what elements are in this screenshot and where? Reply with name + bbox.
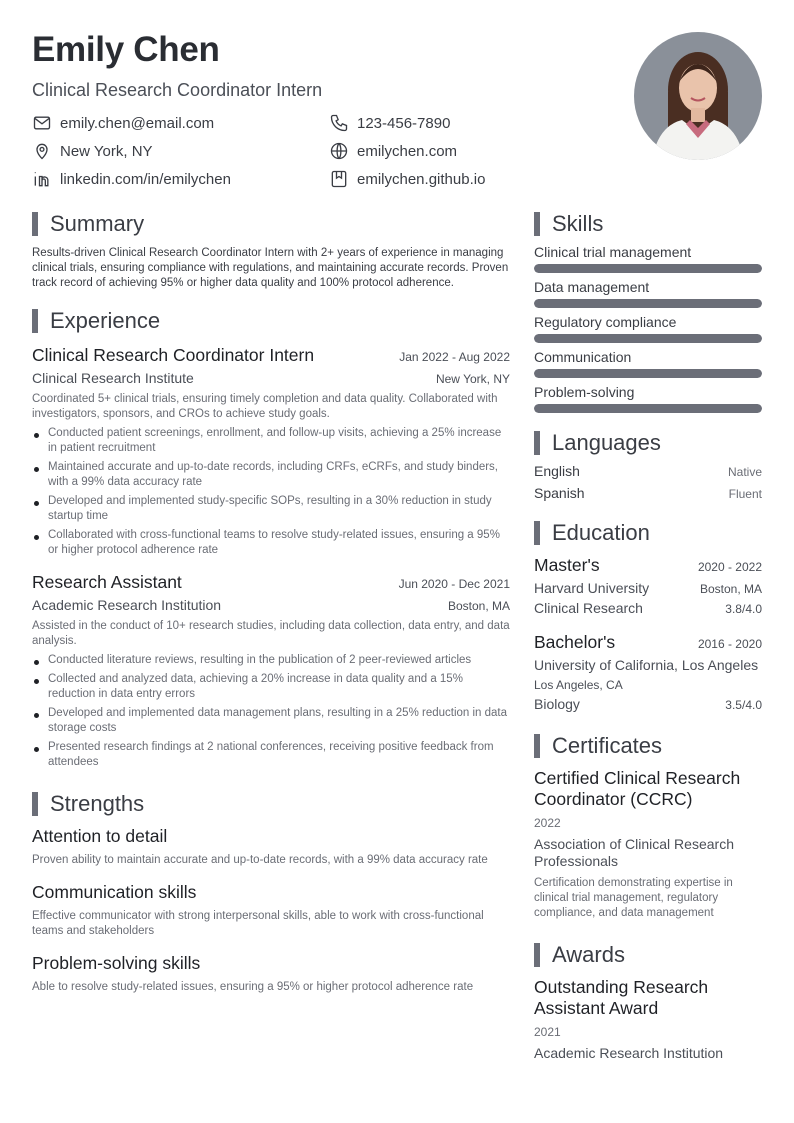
resume-title: Clinical Research Coordinator Intern: [32, 80, 323, 100]
job-bullets: [32, 426, 510, 558]
email-text: emily.chen@email.com: [60, 114, 215, 132]
job-bullets: [32, 653, 510, 770]
strength-description: Able to resolve study-related issues, ensuring a 95% or higher protocol adherence rate: [32, 981, 474, 993]
linkedin-text: linkedin.com/in/emilychen: [60, 170, 231, 188]
strength-item: [32, 953, 510, 995]
bookmark-icon: [329, 169, 349, 189]
contact-phone[interactable]: [329, 112, 450, 134]
location-text: New York, NY: [60, 142, 153, 160]
education-item: [534, 555, 762, 616]
strength-description: Effective communicator with strong interpersonal skills, able to work with cross-functional teams and stakeholders: [32, 910, 484, 937]
education-years: 2020 - 2022: [697, 560, 762, 574]
skill-label: Regulatory compliance: [534, 314, 677, 330]
skills-heading: Skills: [534, 210, 762, 238]
globe-icon: [329, 141, 349, 161]
linkedin-icon: [32, 169, 52, 189]
skill-item: [534, 279, 762, 308]
education-school: Harvard University: [534, 580, 650, 596]
strength-item: [32, 882, 510, 939]
education-school: University of California, Los Angeles: [534, 657, 759, 673]
list-item: Collaborated with cross-functional teams to resolve study-related issues, ensuring a 95% or higher protocol adherence rate: [32, 528, 510, 558]
strength-title: Problem-solving skills: [32, 953, 201, 973]
list-item: Developed and implemented study-specific SOPs, resulting in a 30% reduction in study startup time: [32, 494, 510, 524]
languages-list: [534, 463, 762, 501]
skill-item: [534, 384, 762, 413]
strength-description: Proven ability to maintain accurate and up-to-date records, with a 99% data accuracy rate: [32, 854, 488, 866]
map-pin-icon: [32, 141, 52, 161]
education-gpa: 3.8/4.0: [725, 602, 762, 616]
strength-title: Attention to detail: [32, 826, 168, 846]
award-year: 2021: [534, 1025, 561, 1039]
experience-item: [32, 572, 510, 770]
languages-heading: Languages: [534, 429, 762, 457]
github-text: emilychen.github.io: [357, 170, 486, 188]
skill-bar: [534, 334, 762, 343]
contact-email[interactable]: [32, 112, 214, 134]
skill-bar: [534, 404, 762, 413]
list-item: Conducted literature reviews, resulting in the publication of 2 peer-reviewed articles: [32, 653, 510, 668]
skill-item: [534, 314, 762, 343]
strength-item: [32, 826, 510, 868]
job-description: Assisted in the conduct of 10+ research studies, including data collection, data entry, and data analysis.: [32, 620, 510, 647]
company-name: Academic Research Institution: [32, 597, 222, 613]
experience-heading: Experience: [32, 307, 510, 335]
language-level: Native: [727, 465, 762, 479]
skill-label: Problem-solving: [534, 384, 635, 400]
strength-title: Communication skills: [32, 882, 197, 902]
job-dates: Jan 2022 - Aug 2022: [399, 350, 510, 364]
profile-photo: [634, 32, 762, 160]
website-text: emilychen.com: [357, 142, 458, 160]
skill-bar: [534, 299, 762, 308]
education-degree: Bachelor's: [534, 632, 616, 652]
contact-location: [32, 140, 153, 162]
summary-heading: Summary: [32, 210, 510, 238]
skill-item: [534, 244, 762, 273]
language-item: [534, 485, 762, 501]
skill-label: Clinical trial management: [534, 244, 692, 260]
skill-bar: [534, 264, 762, 273]
certificate-title: Certified Clinical Research Coordinator (CCRC): [534, 768, 741, 809]
list-item: Maintained accurate and up-to-date records, including CRFs, eCRFs, and study binders, with a 99% data accuracy rate: [32, 460, 510, 490]
certificate-org: Association of Clinical Research Professionals: [534, 836, 734, 869]
education-years: 2016 - 2020: [697, 637, 762, 651]
education-field: Clinical Research: [534, 600, 643, 616]
certificate-year: 2022: [534, 816, 561, 830]
experience-item: [32, 345, 510, 558]
job-dates: Jun 2020 - Dec 2021: [398, 577, 510, 591]
job-location: Boston, MA: [447, 599, 510, 613]
list-item: Presented research findings at 2 national conferences, receiving positive feedback from attendees: [32, 740, 510, 770]
contact-github[interactable]: [329, 168, 485, 190]
skill-label: Data management: [534, 279, 650, 295]
resume-name: Emily Chen: [32, 30, 220, 69]
education-location: Los Angeles, CA: [534, 678, 623, 692]
phone-text: 123-456-7890: [357, 114, 451, 132]
skill-bar: [534, 369, 762, 378]
language-item: [534, 463, 762, 479]
contact-linkedin[interactable]: [32, 168, 231, 190]
left-column: [32, 210, 510, 995]
strengths-heading: Strengths: [32, 790, 510, 818]
skill-label: Communication: [534, 349, 632, 365]
certificates-heading: Certificates: [534, 732, 762, 760]
language-name: English: [534, 463, 580, 479]
company-name: Clinical Research Institute: [32, 370, 194, 386]
certificate-description: Certification demonstrating expertise in clinical trial management, regulatory compliance, and data management: [534, 877, 733, 919]
language-level: Fluent: [728, 487, 762, 501]
skills-list: [534, 244, 762, 413]
list-item: Collected and analyzed data, achieving a 20% increase in data quality and a 15% reduction in data entry errors: [32, 672, 510, 702]
job-location: New York, NY: [435, 372, 510, 386]
awards-heading: Awards: [534, 941, 762, 969]
list-item: Conducted patient screenings, enrollment, and follow-up visits, achieving a 25% increase in patient recruitment: [32, 426, 510, 456]
envelope-icon: [32, 113, 52, 133]
education-gpa: 3.5/4.0: [725, 698, 762, 712]
award-title: Outstanding Research Assistant Award: [534, 977, 709, 1018]
education-item: [534, 632, 762, 712]
summary-text: Results-driven Clinical Research Coordinator Intern with 2+ years of experience in managing clinical trials, ensuring compliance with regulations, and maintaining accurate records. Proven track record of achieving 95% or higher data quality and 100% protocol adherence.: [32, 247, 509, 289]
education-heading: Education: [534, 519, 762, 547]
contact-website[interactable]: [329, 140, 457, 162]
phone-icon: [329, 113, 349, 133]
job-title: Research Assistant: [32, 572, 182, 592]
avatar: [634, 32, 762, 160]
education-degree: Master's: [534, 555, 600, 575]
right-column: [534, 210, 762, 1062]
job-description: Coordinated 5+ clinical trials, ensuring timely completion and data quality. Collaborated with investigators, sponsors, and CROs to achieve study goals.: [32, 393, 498, 420]
education-location: Boston, MA: [699, 582, 762, 596]
certificate-item: [534, 768, 762, 921]
award-org: Academic Research Institution: [534, 1045, 724, 1061]
skill-item: [534, 349, 762, 378]
language-name: Spanish: [534, 485, 585, 501]
education-field: Biology: [534, 696, 580, 712]
job-title: Clinical Research Coordinator Intern: [32, 345, 315, 365]
list-item: Developed and implemented data management plans, resulting in a 25% reduction in data storage costs: [32, 706, 510, 736]
award-item: [534, 977, 762, 1062]
